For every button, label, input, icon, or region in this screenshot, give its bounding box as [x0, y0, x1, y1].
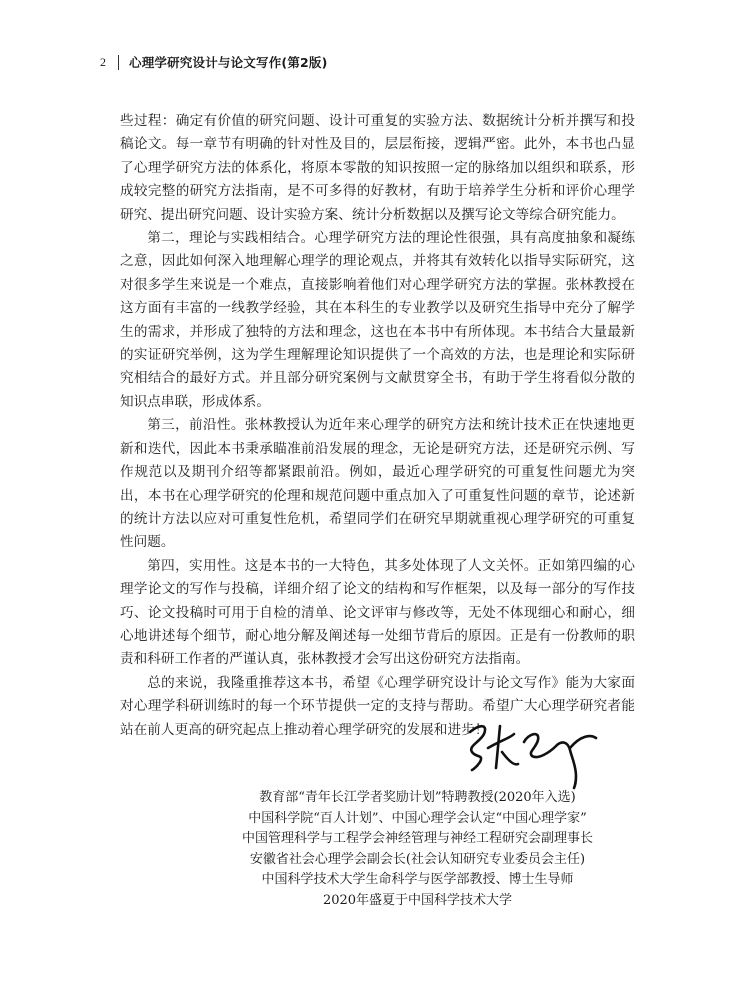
affiliation-line: 中国科学技术大学生命科学与医学部教授、博士生导师 [261, 872, 574, 888]
paragraph: 第二，理论与实践相结合。心理学研究方法的理论性很强，具有高度抽象和凝练之意，因此如何深入地理解心理学的理论观点，并将其有效转化以指导实际研究，这对很多学生来说是一个难点，直接影响着他们对心理学研究方法的掌握。张林教授在这方面有丰富的一线教学经验，其在本科生的专业教学以及研究生指导中充分了解学生的需求，并形成了独特的方法和理念，这也在本书中有所体现。本书结合大量最新的实证研究举例，这为学生理解理论知识提供了一个高效的方法，也是理论和实际研究相结合的最好方式。并且部分研究案例与文献贯穿全书，有助于学生将看似分散的知识点串联，形成体系。 [120, 230, 635, 410]
date-place-line: 2020年盛夏于中国科学技术大学 [322, 892, 513, 908]
book-title: 心理学研究设计与论文写作(第2版) [129, 55, 328, 70]
page-number: 2 [100, 54, 106, 69]
affiliation-line: 中国管理科学与工程学会神经管理与神经工程研究会副理事长 [241, 831, 593, 847]
paragraph: 第四，实用性。这是本书的一大特色，其多处体现了人文关怀。正如第四编的心理学论文的写作与投稿，详细介绍了论文的结构和写作框架，以及每一部分的写作技巧、论文投稿时可用于自检的清单、论文评审与修改等，无处不体现细心和耐心，细心地讲述每个细节，耐心地分解及阐述每一处细节背后的原因。正是有一份教师的职责和科研工作者的严谨认真，张林教授才会写出这份研究方法指南。 [120, 557, 635, 668]
body-text [120, 110, 635, 742]
affiliation-line: 教育部“青年长江学者奖励计划”特聘教授(2020年入选) [259, 790, 576, 805]
handwritten-signature [458, 712, 618, 792]
affiliation-line: 安徽省社会心理学会副会长(社会认知研究专业委员会主任) [249, 851, 586, 867]
running-head [100, 53, 328, 71]
paragraph: 第三，前沿性。张林教授认为近年来心理学的研究方法和统计技术正在快速地更新和迭代，因此本书秉承瞄准前沿发展的理念，无论是研究方法，还是研究示例、写作规范以及期刊介绍等都紧跟前沿。例如，最近心理学研究的可重复性问题尤为突出，本书在心理学研究的伦理和规范问题中重点加入了可重复性问题的章节，论述新的统计方法以应对可重复性危机，希望同学们在研究早期就重视心理学研究的可重复性问题。 [120, 417, 635, 551]
header-divider [118, 55, 119, 70]
paragraph: 些过程：确定有价值的研究问题、设计可重复的实验方法、数据统计分析并撰写和投稿论文。每一章节有明确的针对性及目的，层层衔接，逻辑严密。此外，本书也凸显了心理学研究方法的体系化，将原本零散的知识按照一定的脉络加以组织和联系，形成较完整的研究方法指南，是不可多得的好教材，有助于培养学生分析和评价心理学研究、提出研究问题、设计实验方案、统计分析数据以及撰写论文等综合研究能力。 [120, 113, 635, 223]
author-affiliations [200, 788, 635, 912]
affiliation-line: 中国科学院“百人计划”、中国心理学会认定“中国心理学家” [248, 810, 587, 826]
paragraph: 总的来说，我隆重推荐这本书，希望《心理学研究设计与论文写作》能为大家面对心理学科研训练时的每一个环节提供一定的支持与帮助。希望广大心理学研究者能站在前人更高的研究起点上推动着心理学研究的发展和进步！ [120, 674, 635, 738]
